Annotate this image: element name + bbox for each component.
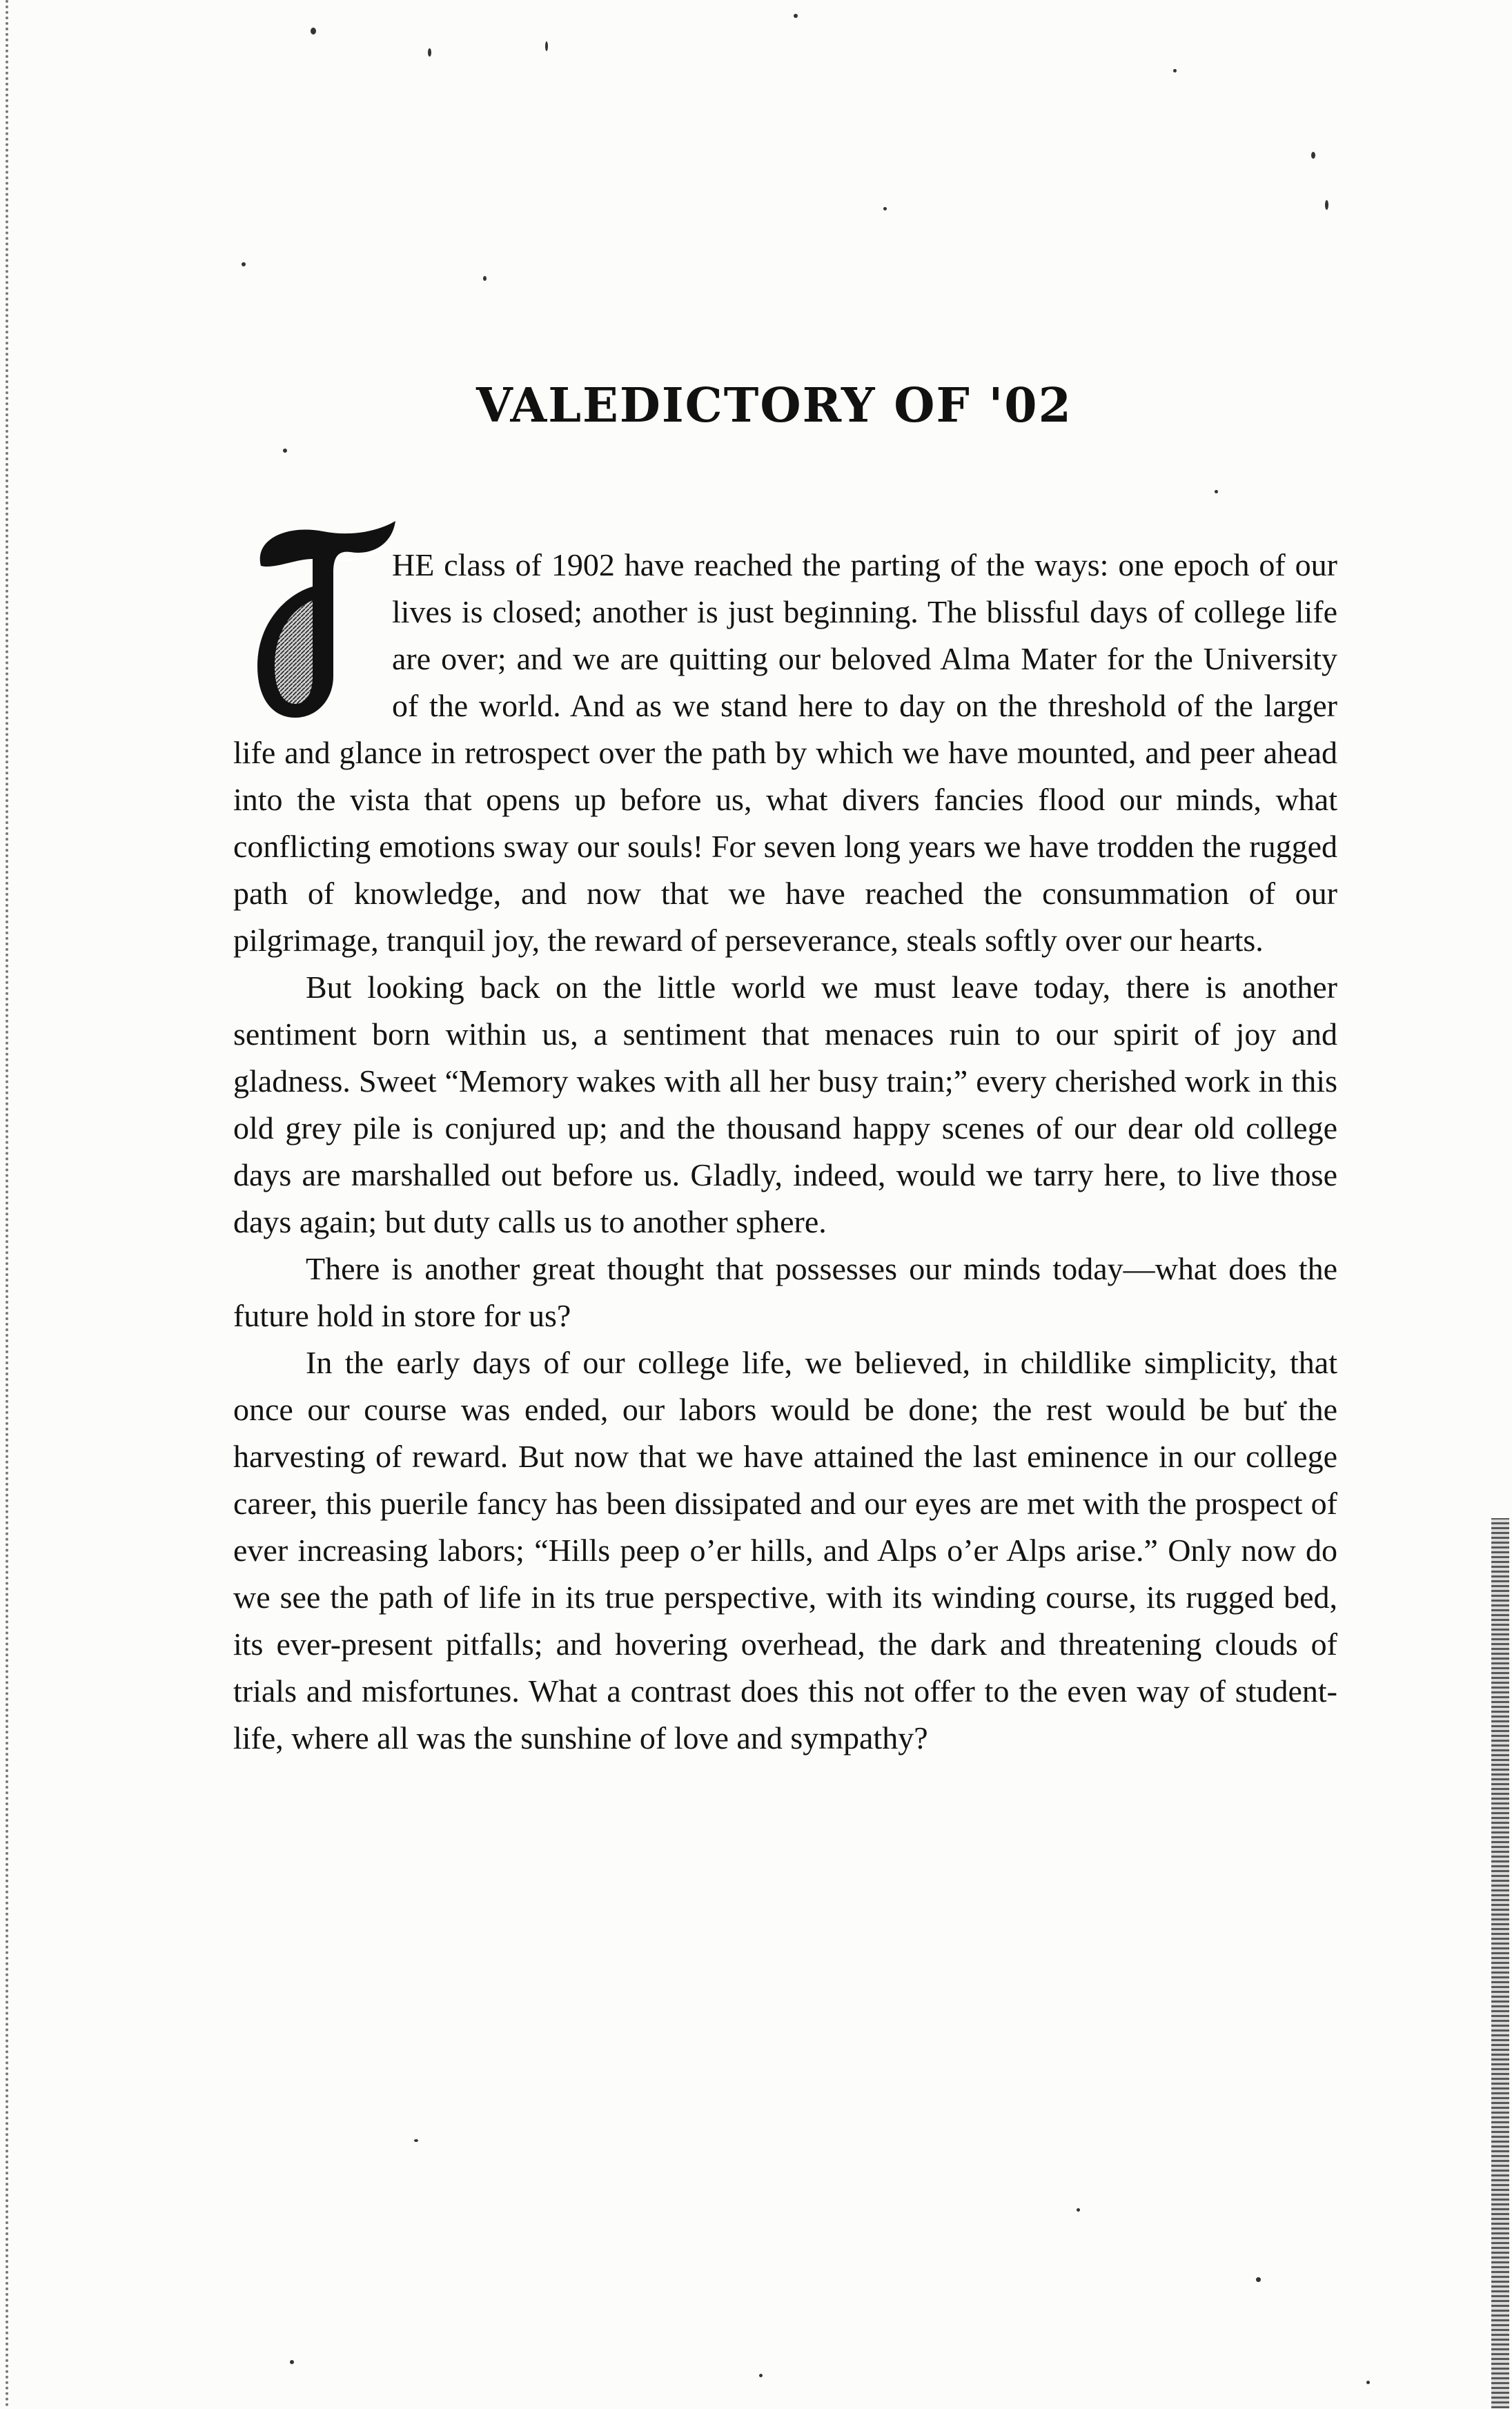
paragraph-2: But looking back on the little world we must leave today, there is another sentiment born within us, a sentiment that menaces ruin to our spirit of joy and gladness. Sweet “Memory wakes with all her busy train;” every cherished work in this old grey pile is conjured up; and the thousand happy scenes of our dear old college days are marshalled out before us. Gladly, indeed, would we tarry here, to live those days again; but duty calls us to another sphere. <box>233 970 1337 1239</box>
left-binding-edge <box>6 0 12 2409</box>
right-binding-edge <box>1491 1518 1509 2408</box>
page-title: VALEDICTORY OF '02 <box>476 378 1072 433</box>
paragraph-3: There is another great thought that possesses our minds today—what does the future hold in store for us? <box>233 1251 1337 1333</box>
paragraph-1 <box>233 542 1337 964</box>
article-body <box>233 542 1337 1762</box>
paragraph-4: In the early days of our college life, we believed, in childlike simplicity, that once our course was ended, our labors would be done; the rest would be but the harvesting of reward. But now that we have attained the last eminence in our college career, this puerile fancy has been dissipated and our eyes are met with the prospect of ever increasing labors; “Hills peep o’er hills, and Alps o’er Alps arise.” Only now do we see the path of life in its true perspective, with its winding course, its rugged bed, its ever-present pitfalls; and hovering overhead, the dark and threatening clouds of trials and misfortunes. What a contrast does this not offer to the even way of student-life, where all was the sunshine of love and sympathy? <box>233 1345 1337 1756</box>
paragraph-1-text: HE class of 1902 have reached the parting of the ways: one epoch of our lives is closed; another is just beginning. The blissful days of college life are over; and we are quitting our beloved Alma Mater for the University of the world. And as we stand here to day on the threshold of the larger life and glance in retrospect over the path by which we have mounted, and peer ahead into the vista that opens up before us, what divers fancies flood our minds, what conflicting emotions sway our souls! For seven long years we have trodden the rugged path of knowledge, and now that we have reached the consummation of our pilgrimage, tranquil joy, the reward of perseverance, steals softly over our hearts. <box>233 547 1337 958</box>
